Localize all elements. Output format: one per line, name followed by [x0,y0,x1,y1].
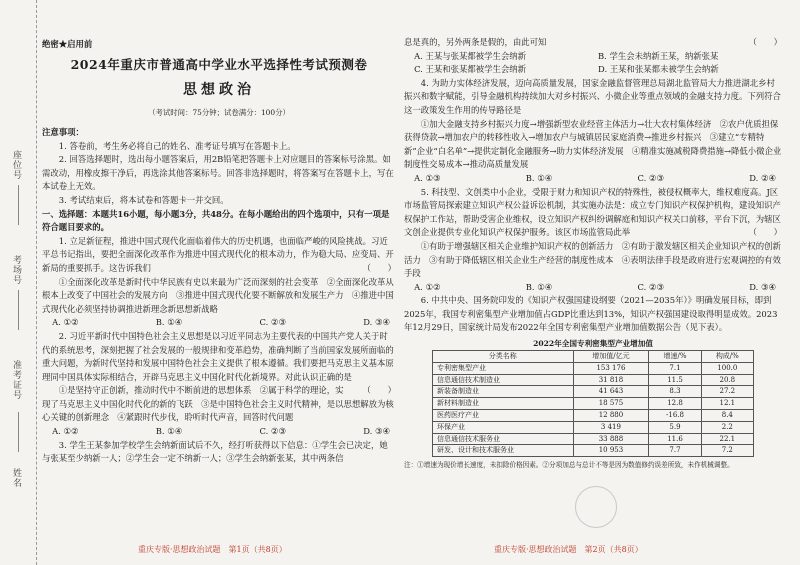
subject-title: 思想政治 [183,82,255,98]
question-5-choices: ①有助于增强辖区相关企业维护知识产权的创新活力 ②有助于激发辖区相关企业知识产权的创新活力 ③有助于降低辖区相关企业生产经营的制度性成本 ④表明法律手段是政府进行宏观调控的有效手段 [404,240,781,279]
table-cell: 7.1 [649,362,701,374]
table-body [433,362,754,456]
table-cell: 专利密集型产业 [433,362,574,374]
option-a[interactable]: A. ①② [414,281,441,292]
table-cell: 5.9 [649,421,701,433]
option-d[interactable]: D. ③④ [749,281,776,292]
column-header: 构成/% [701,351,753,363]
notes-heading: 注意事项： [42,127,84,137]
option-b[interactable]: B. ①④ [525,172,553,183]
column-header: 增加值/亿元 [573,351,649,363]
table-row [433,433,754,445]
table-row [433,374,754,386]
question-4-choices: ①加大金融支持乡村振兴力度→增强新型农业经营主体活力→壮大农村集体经济 ②农户优质担保获得贷款→增加农户的转移性收入→增加农户与城镇居民家庭消费→推进乡村振兴 ③建立“专精特新”企业“白名单”→提供定制化金融服务→助力实体经济发展 ④精准实施减税降费措施→降低小微企业制度性交易成本→推动高质量发展 [404,118,782,170]
data-table [432,350,754,457]
question-3-options [404,50,782,77]
option-b[interactable]: B. 学生会未纳新王某，纳新张某 [598,50,719,61]
option-a[interactable]: A. 王某与张某都被学生会纳新 [414,50,526,61]
table-cell: 33 888 [573,433,649,445]
table-cell: 8.4 [701,410,753,422]
table-row [433,421,754,433]
table-cell: 31 818 [573,374,649,386]
table-cell: 2.2 [701,421,753,433]
seat-number-label: 座位号 [11,150,21,180]
option-d[interactable]: D. 王某和张某都未被学生会纳新 [598,64,719,75]
question-5-stem: 5. 科技型、文创类中小企业，受限于财力和知识产权的特殊性，被侵权概率大，维权难度高。J区市场监管局探索建立知识产权公益诉讼机制，其实施办法是：成立专门知识产权保护机构，建设知识产权保护工作站，帮助受害企业维权，设立知识产权纠纷调解庭和知识产权关口前移，平台下沉，为辖区文创企业提供专业化知识产权保护服务。该区市场监管局此举 （ ） [404,186,782,238]
admission-number-label: 准考证号 [11,360,21,400]
watermark-logo [575,486,617,528]
table-cell: 18 575 [573,398,649,410]
table-cell: 新材料制造业 [433,398,574,410]
name-label: 姓名 [11,468,21,488]
question-1-choices: ①全面深化改革是新时代中华民族有史以来最为广泛而深刻的社会变革 ②全面深化改革从根本上改变了中国社会的发展方向 ③推进中国式现代化要不断解放和发展生产力 ④推进中国式现代化必须坚持协调推进新理念新思想新战略 [42,276,394,314]
table-cell: 12.1 [701,398,753,410]
question-3-continued: 息是真的，另外两条是假的，由此可知 （ ） [404,37,782,47]
question-3-stem: 3. 学生王某参加学校学生会纳新面试后不久，经打听获得以下信息：①学生会已决定，她与张某至少纳新一人；②学生会一定不纳新一人；③学生会纳新张某，其中两条信 [42,439,388,464]
table-cell: 信息通信技术制造业 [433,374,574,386]
table-row [433,386,754,398]
table-cell: 22.1 [701,433,753,445]
table-cell: 12.8 [649,398,701,410]
exam-title: 2024年重庆市普通高中学业水平选择性考试预测卷 [70,57,368,72]
question-5-options [404,281,782,295]
table-cell: 研发、设计和技术服务业 [433,445,574,457]
note-item: 3. 考试结束后，将本试卷和答题卡一并交回。 [58,194,229,205]
table-note: 注：①增速为现价增长速度，未扣除价格因素。②分项加总与总计不等是因为数值修约误差所致，未作机械调整。 [404,461,734,470]
option-d[interactable]: D. ②④ [749,172,776,183]
note-item: 1. 答卷前，考生务必将自己的姓名、准考证号填写在答题卡上。 [58,140,296,151]
question-1-stem: 1. 立足新征程，推进中国式现代化面临着伟大的历史机遇，也面临严峻的风险挑战。习近平总书记指出，要把全面深化改革作为推进中国式现代化的根本动力，作为稳大局、应变局、开新局的重要抓手。这告诉我们 （ ） [42,235,396,273]
table-cell: -16.8 [649,410,701,422]
left-body [42,126,396,466]
column-header: 增速/% [649,351,701,363]
exam-meta: （考试时间：75分钟；试卷满分：100分） [148,108,290,117]
table-cell: 信息通信技术服务业 [433,433,574,445]
table-cell: 41 643 [573,386,649,398]
table-cell: 27.2 [701,386,753,398]
question-4-options [404,172,782,186]
option-a[interactable]: A. ①② [52,426,79,437]
option-b[interactable]: B. ①④ [155,426,183,437]
table-cell: 11.6 [649,433,701,445]
question-6-stem: 6. 中共中央、国务院印发的《知识产权强国建设纲要（2021—2035年）》明确发展目标，即到2025年，我国专利密集型产业增加值占GDP比重达到13%，知识产权强国建设取得明显成效。2023年12月29日，国家统计局发布2022年全国专利密集型产业增加值数据公告（见下表）。 [404,295,778,333]
table-title: 2022年全国专利密集型产业增加值 [533,339,653,349]
right-body [404,36,782,470]
table-cell: 环保产业 [433,421,574,433]
table-cell: 3 419 [573,421,649,433]
right-page-footer: 重庆专版·思想政治试题 第2页（共8页） [494,545,643,554]
option-a[interactable]: A. ①② [52,317,79,328]
question-2-choices: ①是坚持守正创新，推动时代中不断前进的思想体系 ②属于科学的理论，实现了马克思主义中国化时代化的新的飞跃 ③是中国特色社会主义时代精神，是以思想解放为核心关键的创新理念 ④紧跟时代步伐，聆听时代声音，回答时代问题 [42,385,394,423]
option-c[interactable]: C. ②③ [637,281,664,292]
option-b[interactable]: B. ①④ [155,317,183,328]
option-d[interactable]: D. ③④ [363,426,390,437]
confidential-mark: 绝密★启用前 [42,39,93,49]
table-row [433,410,754,422]
table-cell: 12 880 [573,410,649,422]
table-row [433,445,754,457]
table-row [433,398,754,410]
section-heading: 一、选择题：本题共16小题，每小题3分，共48分。在每小题给出的四个选项中，只有一项是符合题目要求的。 [42,208,390,233]
binding-margin [0,0,37,565]
option-c[interactable]: C. ②③ [259,426,286,437]
table-row [433,362,754,374]
table-cell: 医药医疗产业 [433,410,574,422]
option-d[interactable]: D. ③④ [363,317,390,328]
table-cell: 20.8 [701,374,753,386]
exam-room-label: 考场号 [11,255,21,285]
table-header-row [433,351,754,363]
question-1-options [42,316,396,330]
table-cell: 8.3 [649,386,701,398]
question-2-stem: 2. 习近平新时代中国特色社会主义思想是以习近平同志为主要代表的中国共产党人关于时代的系统思考，深刻把握了社会发展的一般规律和变革趋势，准确判断了当前国家发展所面临的重大问题，为新时代坚持和发展中国特色社会主义提供了根本遵循。我们要把马克思主义基本原理同中国具体实际相结合，开辟马克思主义中国化时代化新境界。对此认识正确的是 （ ） [42,330,396,396]
left-page-footer: 重庆专版·思想政治试题 第1页（共8页） [138,545,287,554]
table-cell: 10 953 [573,445,649,457]
option-a[interactable]: A. ①③ [414,172,441,183]
question-2-options [42,425,396,439]
table-cell: 11.5 [649,374,701,386]
option-c[interactable]: C. ②③ [259,317,286,328]
option-b[interactable]: B. ①④ [525,281,553,292]
question-4-stem: 4. 为助力实体经济发展，迈向高质量发展，国家金融监督管理总局湖北监管局大力推进湖北乡村振兴和数字赋能，引导金融机构持续加大对乡村振兴、小微企业等重点领域的金融支持力度。下列符合这一政策发生作用的传导路径是 [404,77,781,115]
column-header: 分类名称 [433,351,574,363]
table-cell: 7.2 [701,445,753,457]
table-cell: 7.7 [649,445,701,457]
table-cell: 153 176 [573,362,649,374]
note-item: 2. 回答选择题时，选出每小题答案后，用2B铅笔把答题卡上对应题目的答案标号涂黑。如需改动，用橡皮擦干净后，再选涂其他答案标号。回答非选择题时，将答案写在答题卡上，写在本试卷上无效。 [42,154,394,192]
option-c[interactable]: C. 王某和张某都被学生会纳新 [414,64,527,75]
option-c[interactable]: C. ②③ [637,172,664,183]
table-cell: 新装备制造业 [433,386,574,398]
table-cell: 100.0 [701,362,753,374]
